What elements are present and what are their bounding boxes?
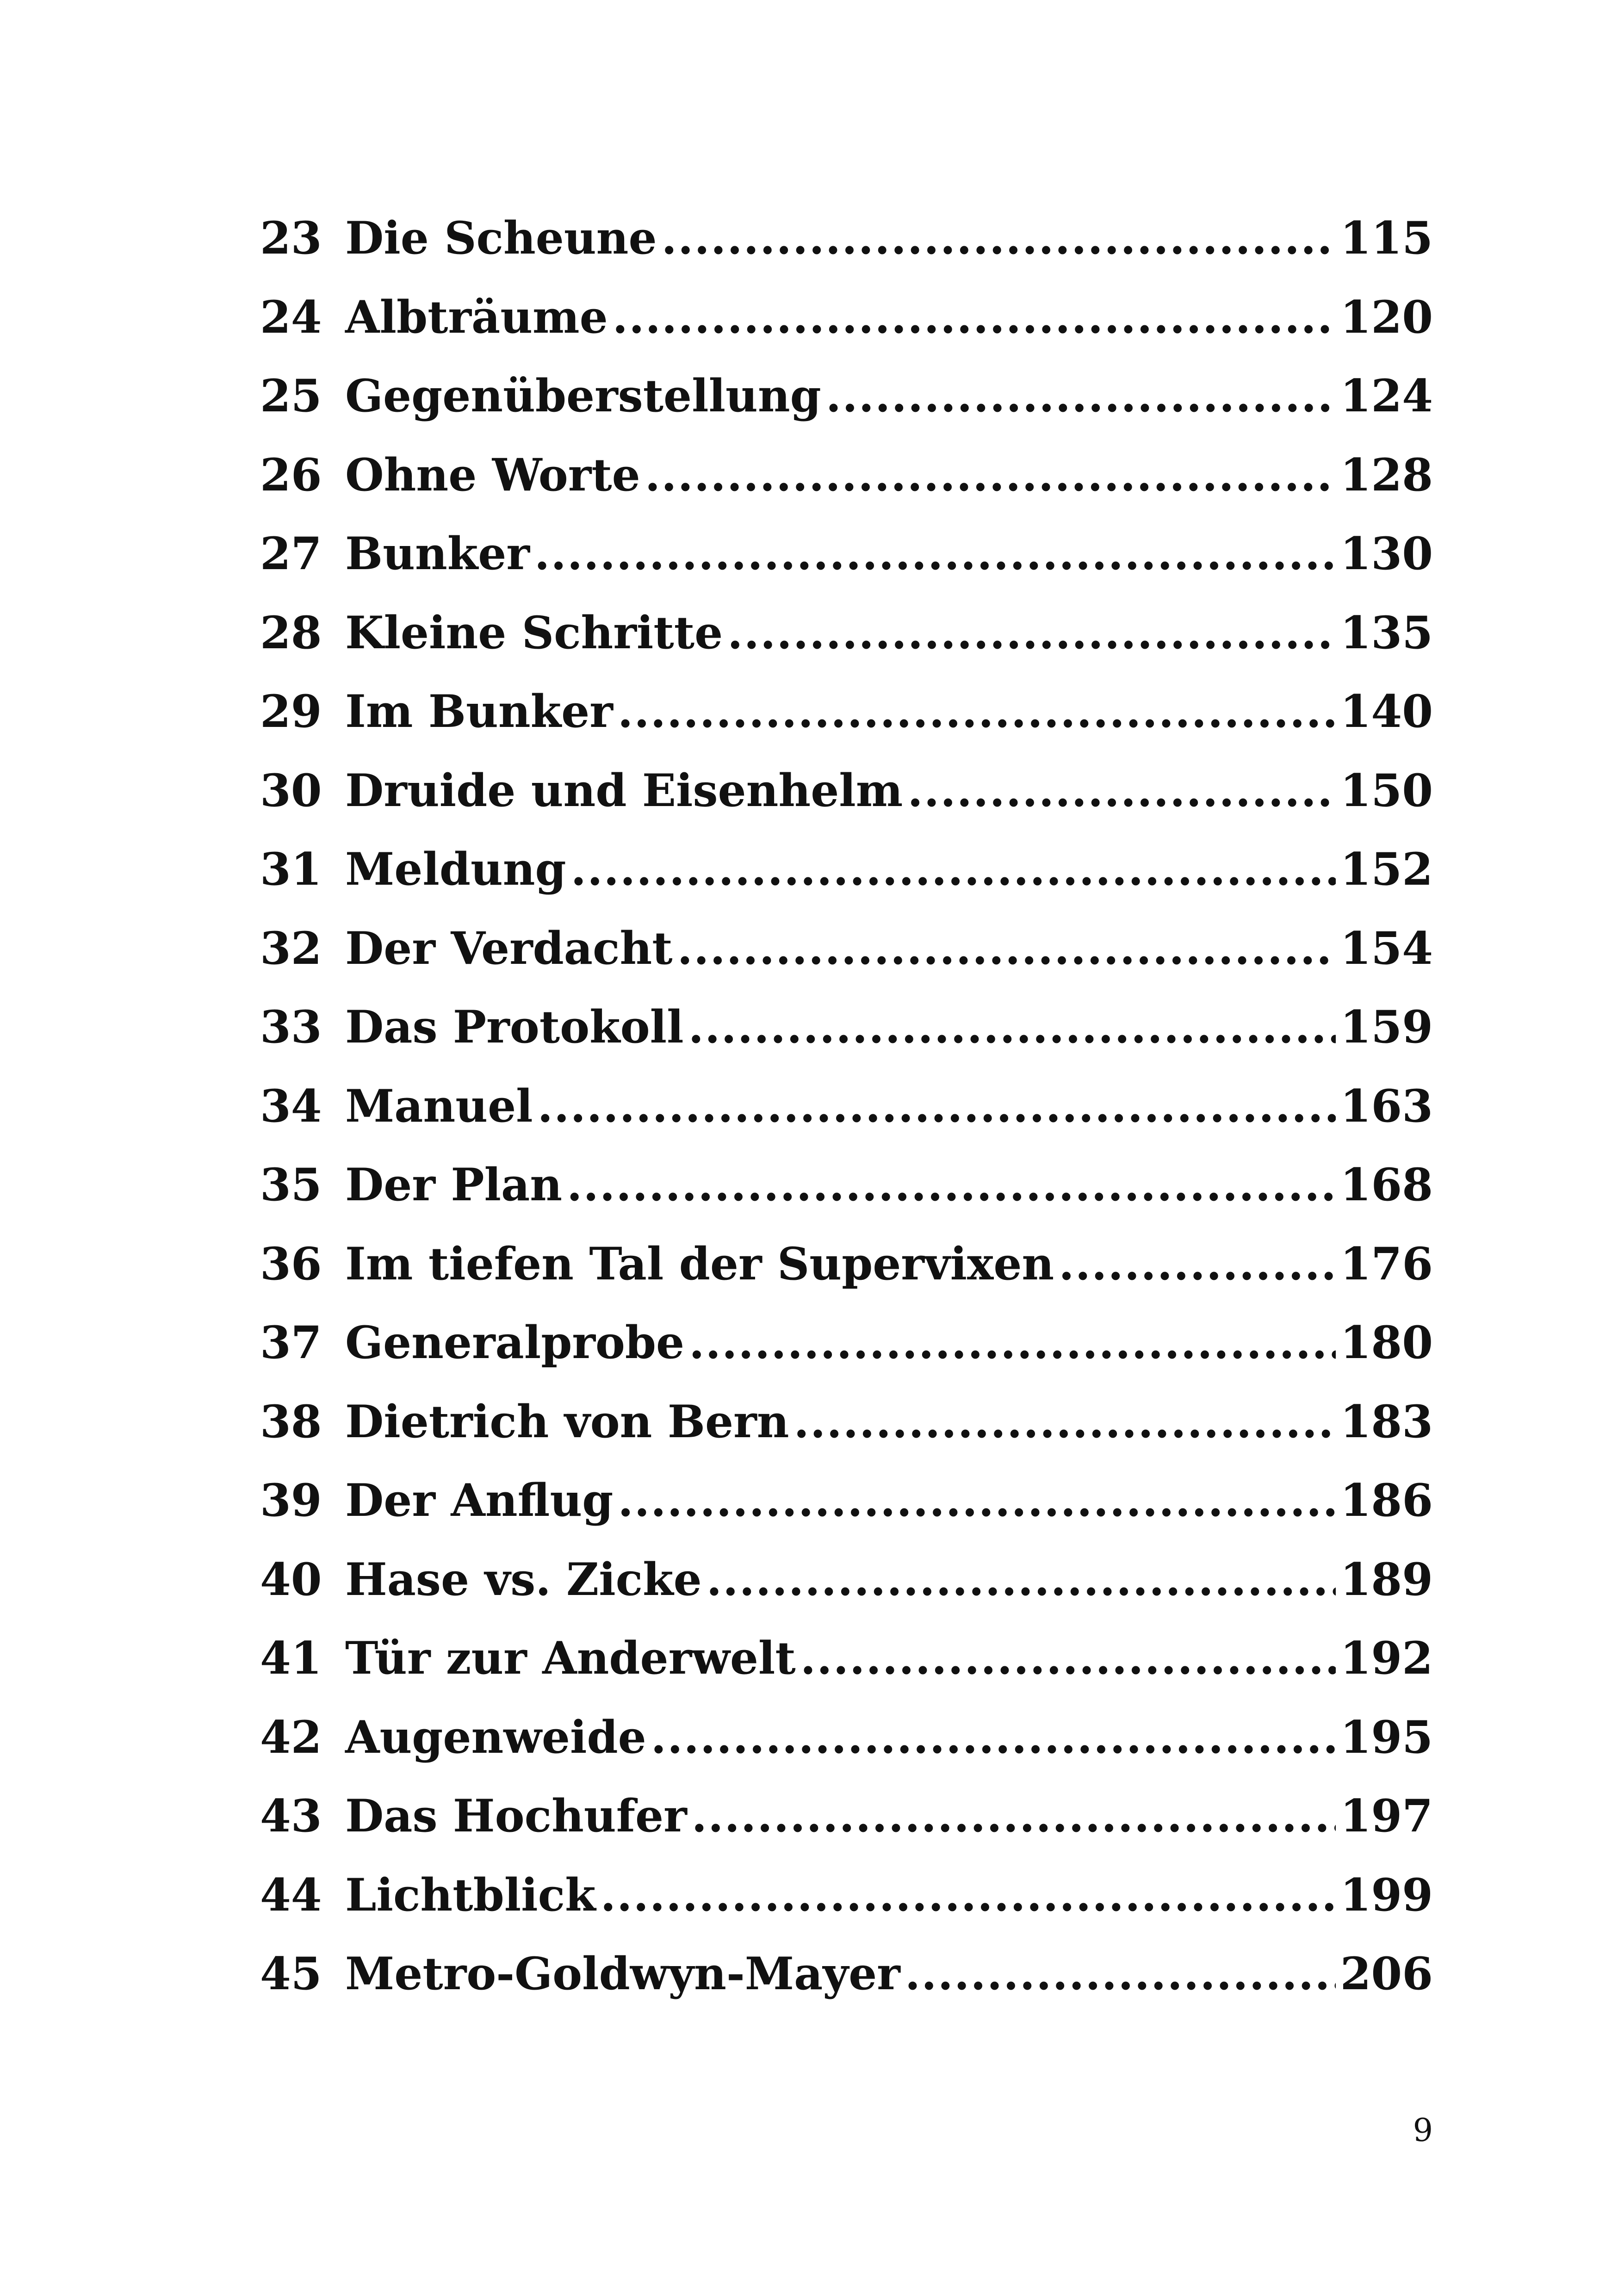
- dot-leader: [534, 515, 1336, 594]
- dot-leader: [907, 751, 1335, 831]
- chapter-title: Meldung: [345, 843, 566, 895]
- chapter-number: 42: [260, 1711, 322, 1763]
- toc-entry: [260, 1698, 1433, 1777]
- dot-leader: [794, 1383, 1335, 1462]
- toc-entry: [260, 1935, 1433, 2014]
- chapter-page: 150: [1340, 764, 1433, 817]
- chapter-page: 206: [1340, 1948, 1433, 2000]
- toc-entry: [260, 1856, 1433, 1935]
- chapter-page: 140: [1340, 685, 1433, 738]
- toc-entry: [260, 830, 1433, 909]
- chapter-page: 128: [1340, 448, 1433, 501]
- chapter-title: Druide und Eisenhelm: [345, 764, 903, 817]
- chapter-number: 23: [260, 212, 322, 264]
- chapter-number: 45: [260, 1948, 322, 2000]
- chapter-number: 41: [260, 1632, 322, 1684]
- chapter-title: Die Scheune: [345, 212, 657, 264]
- toc-entry: [260, 1225, 1433, 1304]
- chapter-number: 25: [260, 370, 322, 422]
- chapter-number: 37: [260, 1316, 322, 1369]
- chapter-number: 35: [260, 1159, 322, 1211]
- chapter-number: 36: [260, 1237, 322, 1290]
- toc-entry: [260, 199, 1433, 278]
- dot-leader: [905, 1935, 1336, 2014]
- chapter-page: 135: [1340, 606, 1433, 659]
- chapter-title: Das Protokoll: [345, 1001, 684, 1053]
- dot-leader: [651, 1698, 1336, 1777]
- chapter-number: 39: [260, 1474, 322, 1527]
- toc-entry: [260, 436, 1433, 515]
- toc-entry: [260, 278, 1433, 357]
- chapter-title: Im Bunker: [345, 685, 613, 738]
- toc-entry: [260, 1619, 1433, 1698]
- table-of-contents: [260, 199, 1433, 2014]
- toc-entry: [260, 1777, 1433, 1856]
- chapter-title: Tür zur Anderwelt: [345, 1632, 796, 1684]
- chapter-number: 33: [260, 1001, 322, 1053]
- chapter-title: Dietrich von Bern: [345, 1395, 789, 1448]
- chapter-number: 44: [260, 1868, 322, 1921]
- chapter-page: 130: [1340, 527, 1433, 580]
- chapter-page: 197: [1340, 1790, 1433, 1842]
- chapter-number: 40: [260, 1553, 322, 1606]
- page-number: 9: [1413, 2112, 1433, 2149]
- dot-leader: [692, 1777, 1336, 1856]
- chapter-number: 30: [260, 764, 322, 817]
- dot-leader: [571, 830, 1336, 909]
- dot-leader: [618, 1461, 1335, 1540]
- chapter-page: 152: [1340, 843, 1433, 895]
- chapter-page: 180: [1340, 1316, 1433, 1369]
- chapter-number: 34: [260, 1080, 322, 1132]
- toc-entry: [260, 672, 1433, 751]
- dot-leader: [800, 1619, 1336, 1698]
- chapter-number: 43: [260, 1790, 322, 1842]
- chapter-number: 38: [260, 1395, 322, 1448]
- dot-leader: [689, 1303, 1335, 1383]
- dot-leader: [688, 988, 1336, 1067]
- toc-entry: [260, 357, 1433, 436]
- chapter-number: 28: [260, 606, 322, 659]
- chapter-title: Ohne Worte: [345, 448, 640, 501]
- chapter-title: Der Plan: [345, 1159, 562, 1211]
- chapter-title: Albträume: [345, 291, 608, 343]
- toc-entry: [260, 594, 1433, 673]
- dot-leader: [826, 357, 1336, 436]
- chapter-page: 168: [1340, 1159, 1433, 1211]
- chapter-page: 176: [1340, 1237, 1433, 1290]
- chapter-page: 189: [1340, 1553, 1433, 1606]
- toc-entry: [260, 1540, 1433, 1620]
- dot-leader: [662, 199, 1336, 278]
- toc-entry: [260, 1383, 1433, 1462]
- chapter-title: Metro-Goldwyn-Mayer: [345, 1948, 900, 2000]
- chapter-title: Der Verdacht: [345, 922, 673, 974]
- chapter-title: Generalprobe: [345, 1316, 685, 1369]
- chapter-page: 159: [1340, 1001, 1433, 1053]
- chapter-number: 26: [260, 448, 322, 501]
- chapter-page: 115: [1340, 212, 1433, 264]
- chapter-page: 124: [1340, 370, 1433, 422]
- chapter-title: Im tiefen Tal der Supervixen: [345, 1237, 1054, 1290]
- toc-entry: [260, 988, 1433, 1067]
- chapter-page: 199: [1340, 1868, 1433, 1921]
- chapter-title: Bunker: [345, 527, 530, 580]
- toc-entry: [260, 1303, 1433, 1383]
- chapter-page: 192: [1340, 1632, 1433, 1684]
- toc-entry: [260, 751, 1433, 831]
- dot-leader: [601, 1856, 1336, 1935]
- dot-leader: [567, 1146, 1336, 1225]
- toc-entry: [260, 1461, 1433, 1540]
- toc-entry: [260, 1146, 1433, 1225]
- chapter-number: 27: [260, 527, 322, 580]
- chapter-title: Das Hochufer: [345, 1790, 687, 1842]
- chapter-title: Lichtblick: [345, 1868, 596, 1921]
- chapter-number: 32: [260, 922, 322, 974]
- chapter-title: Gegenüberstellung: [345, 370, 821, 422]
- toc-entry: [260, 909, 1433, 988]
- chapter-page: 163: [1340, 1080, 1433, 1132]
- dot-leader: [538, 1067, 1336, 1146]
- chapter-page: 154: [1340, 922, 1433, 974]
- chapter-title: Hase vs. Zicke: [345, 1553, 702, 1606]
- chapter-title: Manuel: [345, 1080, 533, 1132]
- chapter-page: 120: [1340, 291, 1433, 343]
- chapter-title: Augenweide: [345, 1711, 646, 1763]
- dot-leader: [645, 436, 1336, 515]
- chapter-number: 31: [260, 843, 322, 895]
- chapter-number: 29: [260, 685, 322, 738]
- dot-leader: [618, 672, 1336, 751]
- toc-entry: [260, 1067, 1433, 1146]
- dot-leader: [613, 278, 1336, 357]
- dot-leader: [677, 909, 1336, 988]
- toc-entry: [260, 515, 1433, 594]
- dot-leader: [727, 594, 1335, 673]
- chapter-number: 24: [260, 291, 322, 343]
- chapter-page: 186: [1340, 1474, 1433, 1527]
- dot-leader: [1059, 1225, 1335, 1304]
- chapter-page: 183: [1340, 1395, 1433, 1448]
- chapter-page: 195: [1340, 1711, 1433, 1763]
- chapter-title: Der Anflug: [345, 1474, 614, 1527]
- dot-leader: [707, 1540, 1336, 1620]
- chapter-title: Kleine Schritte: [345, 606, 723, 659]
